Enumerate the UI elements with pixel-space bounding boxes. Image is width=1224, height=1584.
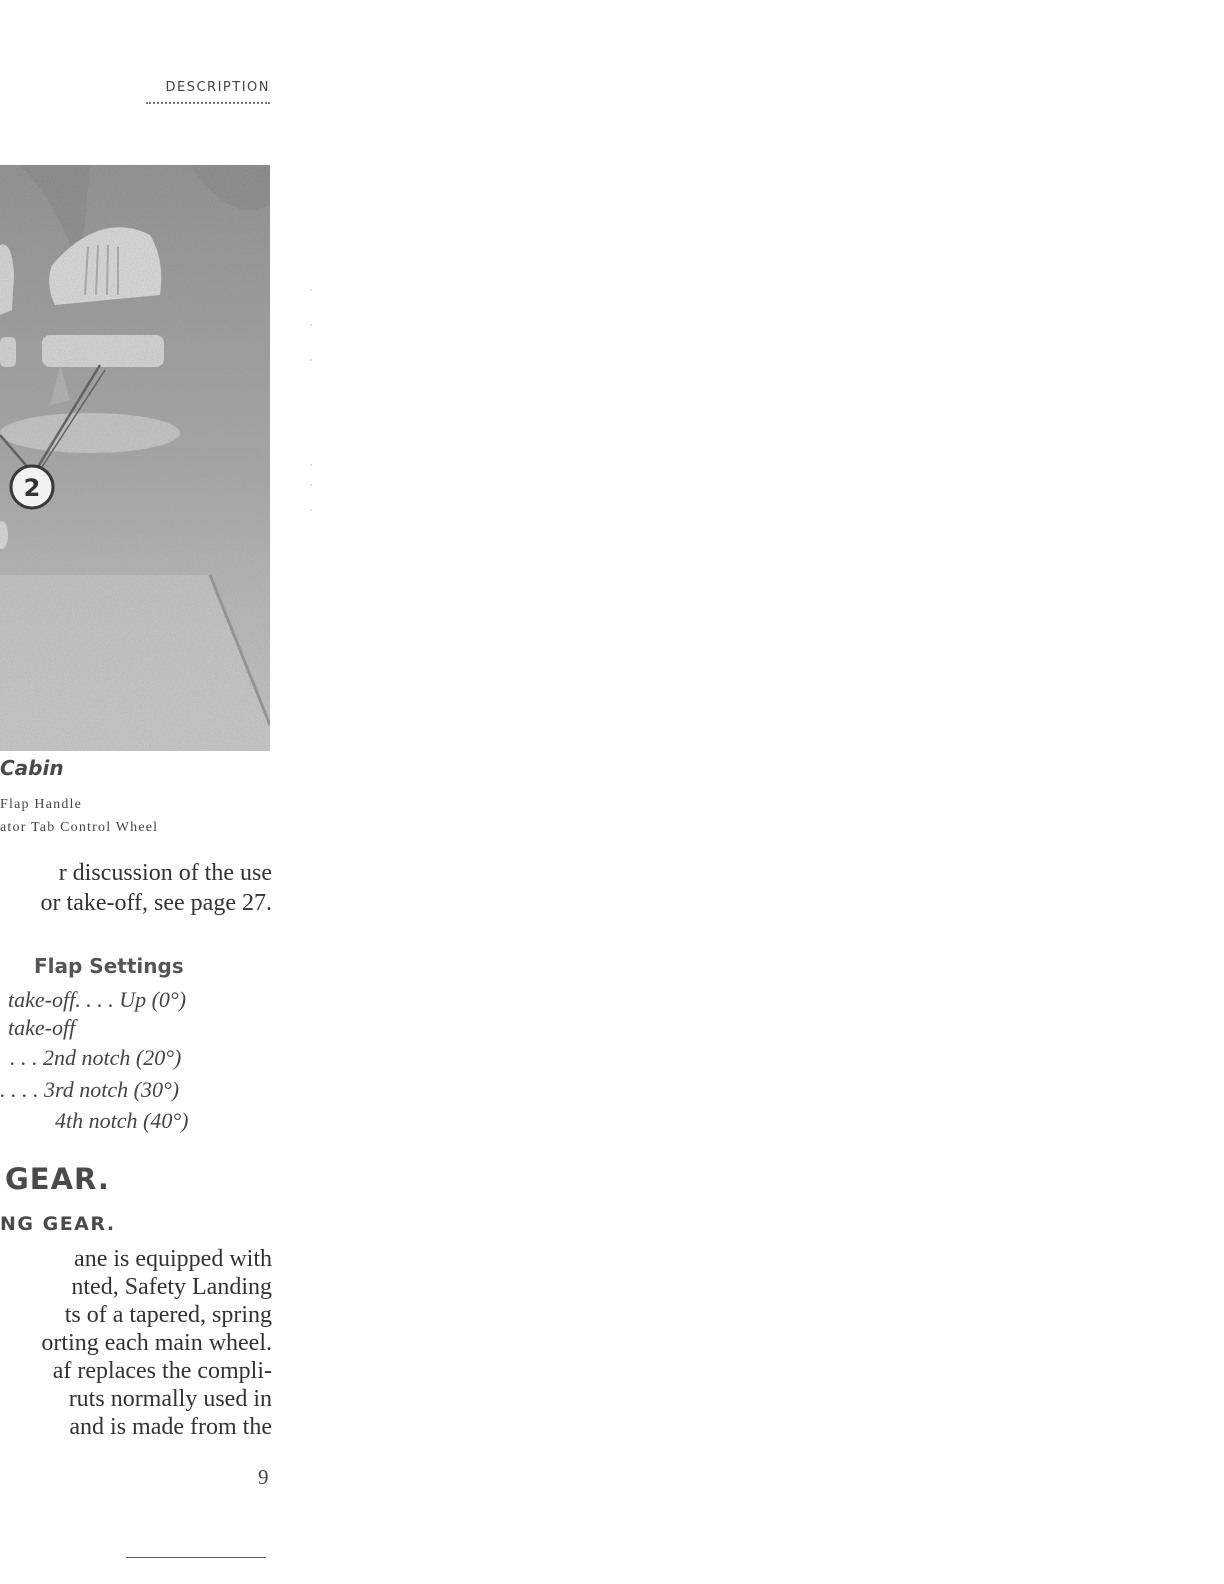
- header-rule: [146, 102, 270, 104]
- body-text-line: ruts normally used in: [68, 1386, 272, 1412]
- figure-legend-item: Flap Handle: [0, 797, 83, 812]
- body-text-line: nted, Safety Landing: [71, 1274, 272, 1300]
- section-heading: GEAR.: [5, 1162, 110, 1196]
- body-text-line: ts of a tapered, spring: [64, 1302, 272, 1328]
- flap-setting-line: take-off. . . . Up (0°): [8, 987, 187, 1012]
- flap-setting-line: . . . 2nd notch (20°): [10, 1045, 182, 1070]
- flap-settings-heading: Flap Settings: [34, 954, 184, 978]
- figure-legend-item: ator Tab Control Wheel: [0, 820, 159, 835]
- page-number: 9: [258, 1465, 269, 1489]
- body-text-line: or take-off, see page 27.: [40, 890, 272, 916]
- bottom-rule: [126, 1557, 266, 1558]
- subsection-heading: NG GEAR.: [0, 1213, 116, 1235]
- cabin-photo: [0, 165, 270, 751]
- body-text-line: orting each main wheel.: [41, 1330, 272, 1356]
- callout-number: 2: [23, 474, 41, 502]
- figure-caption-title: Cabin: [0, 756, 64, 780]
- scan-specks: [308, 285, 314, 525]
- callout-badge: [8, 463, 56, 511]
- running-header: DESCRIPTION: [165, 80, 270, 95]
- flap-setting-line: . . . . 3rd notch (30°): [0, 1077, 180, 1102]
- body-text-line: r discussion of the use: [58, 860, 272, 886]
- body-text-line: and is made from the: [69, 1414, 272, 1440]
- flap-setting-line: take-off: [8, 1015, 76, 1040]
- body-text-line: af replaces the compli-: [52, 1358, 272, 1384]
- flap-setting-line: 4th notch (40°): [55, 1108, 189, 1133]
- body-text-line: ane is equipped with: [74, 1246, 272, 1272]
